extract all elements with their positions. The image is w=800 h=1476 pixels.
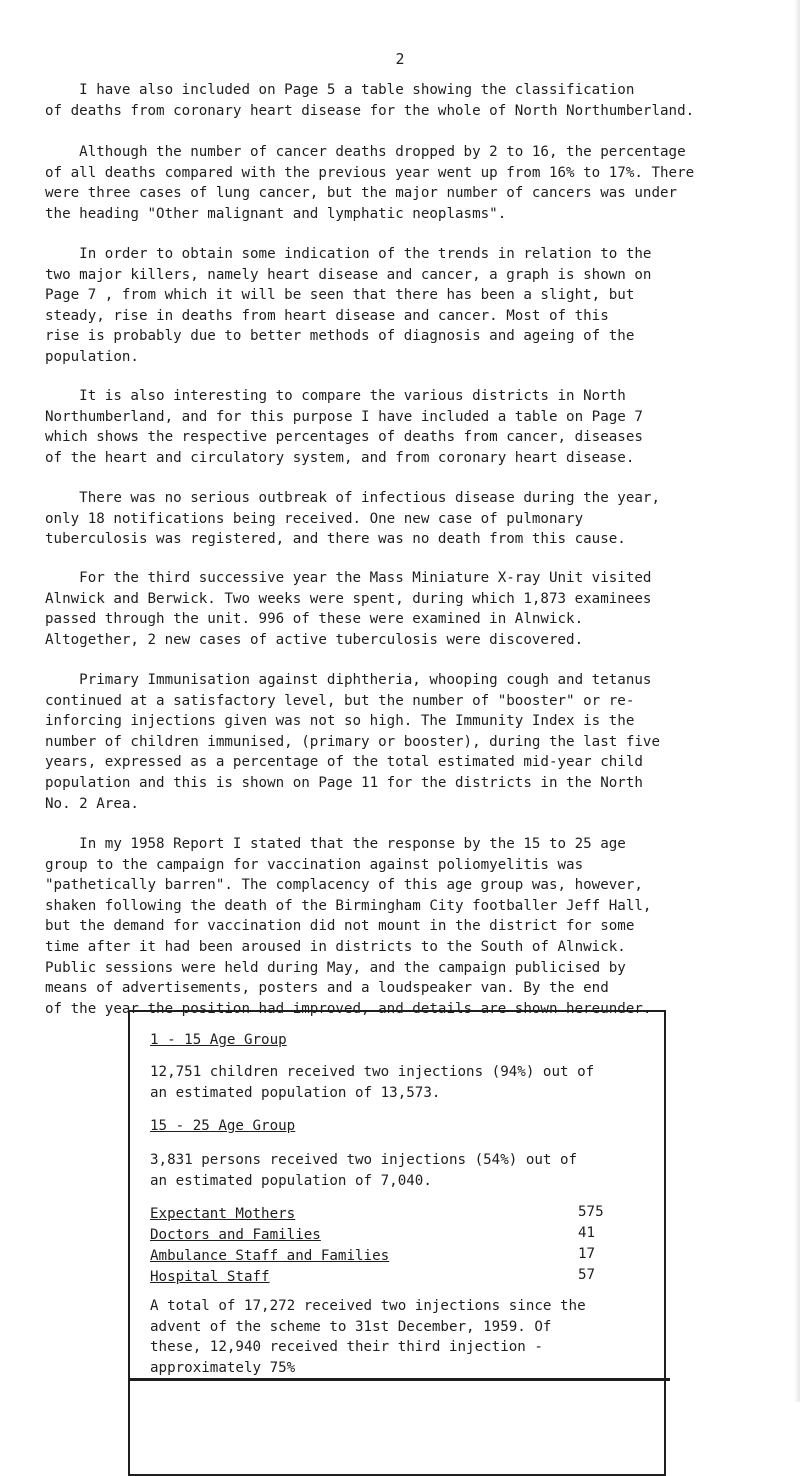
paragraph-mass-xray: For the third successive year the Mass Miniature X-ray Unit visited Alnwick and Berwick. Two weeks were spent, during which 1,873 examinees passed through the unit. 996 of these were examined in Alnwick. Altogether, 2 new cases of active tuberculosis were discovered. — [45, 570, 652, 648]
category-label-ambulance: Ambulance Staff and Families — [150, 1248, 390, 1264]
paragraph-poliomyelitis: In my 1958 Report I stated that the response by the 15 to 25 age group to the campaign for vaccination against poliomyelitis was "pathetically barren". The complacency of this age group was, however, shaken following the death of the Birmingham City footballer Jeff Hall, but the demand for vaccination did not mount in the district for some time after it had been aroused in districts to the South of Alnwick. Public sessions were held during May, and the campaign publicised by means of advertisements, posters and a loudspeaker van. By the end of the year the position had improved, and details are shown hereunder. — [45, 836, 652, 1017]
paragraph-cancer-deaths: Although the number of cancer deaths dropped by 2 to 16, the percentage of all deaths compared with the previous year went up from 16% to 17%. There were three cases of lung cancer, but the major number of cancers was under the heading "Other malignant and lymphatic neoplasms". — [45, 144, 695, 222]
category-value-doctors: 41 — [578, 1225, 596, 1241]
category-label-expectant-mothers: Expectant Mothers — [150, 1206, 296, 1222]
paragraph-infectious-disease: There was no serious outbreak of infectious disease during the year, only 18 notifications being received. One new case of pulmonary tuberculosis was registered, and there was no death from this cause. — [45, 490, 660, 548]
page-number: 2 — [395, 50, 405, 68]
category-label-doctors: Doctors and Families — [150, 1227, 321, 1243]
age-group-1-heading: 1 - 15 Age Group — [150, 1032, 287, 1048]
age-group-2-heading: 15 - 25 Age Group — [150, 1118, 296, 1134]
paragraph-coronary-table: I have also included on Page 5 a table showing the classification of deaths from coronary heart disease for the whole of North Northumberland. — [45, 82, 695, 119]
paragraph-district-comparison: It is also interesting to compare the various districts in North Northumberland, and for this purpose I have included a table on Page 7 which shows the respective percentages of deaths from cancer, diseases of the heart and circulatory system, and from coronary heart disease. — [45, 388, 643, 466]
category-value-ambulance: 17 — [578, 1246, 596, 1262]
category-value-expectant-mothers: 575 — [578, 1204, 604, 1220]
box-shadow — [130, 1378, 670, 1381]
age-group-2-text: 3,831 persons received two injections (54%) out of an estimated population of 7,040. — [150, 1152, 578, 1189]
total-injections-text: A total of 17,272 received two injections since the advent of the scheme to 31st December, 1959. Of these, 12,940 received their third injection - approximately 75% — [150, 1298, 586, 1376]
paragraph-immunisation: Primary Immunisation against diphtheria, whooping cough and tetanus continued at a satisfactory level, but the number of "booster" or re- inforcing injections given was not so high. The Immunity Index is the number of children immunised, (primary or booster), during the last five years, expressed as a percentage of the total estimated mid-year child population and this is shown on Page 11 for the districts in the North No. 2 Area. — [45, 672, 660, 812]
age-group-1-text: 12,751 children received two injections (94%) out of an estimated population of 13,573. — [150, 1064, 595, 1101]
paragraph-trends-graph: In order to obtain some indication of the trends in relation to the two major killers, namely heart disease and cancer, a graph is shown on Page 7 , from which it will be seen that there has been a slight, but steady, rise in deaths from heart disease and cancer. Most of this rise is probably due to better methods of diagnosis and ageing of the population. — [45, 246, 652, 365]
category-value-hospital: 57 — [578, 1267, 596, 1283]
category-label-hospital: Hospital Staff — [150, 1269, 270, 1285]
scan-edge-shadow — [794, 0, 800, 1402]
